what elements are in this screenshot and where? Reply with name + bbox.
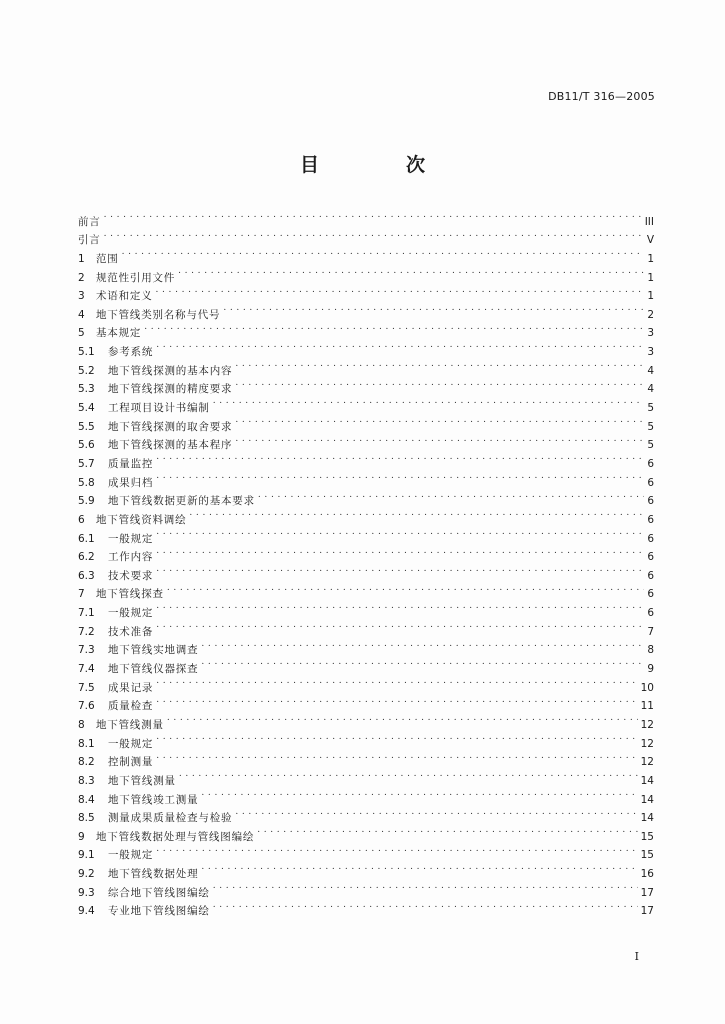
- toc-entry-number: 5.8: [78, 476, 95, 489]
- toc-entry-title: 专业地下管线图编绘: [108, 905, 210, 918]
- toc-entry-page: 8: [647, 644, 654, 657]
- toc-entry-title: 技术准备: [108, 625, 154, 638]
- toc-dot-leader: [156, 523, 644, 542]
- toc-entry-number: 7.4: [78, 663, 95, 676]
- toc-entry-page: 5: [647, 402, 654, 415]
- toc-entry-title: 质量监控: [108, 457, 154, 470]
- toc-dot-leader: [235, 430, 644, 449]
- toc-entry-number: 7.3: [78, 644, 95, 657]
- toc-dot-leader: [156, 542, 644, 561]
- table-of-contents: [78, 206, 654, 918]
- toc-entry: [78, 355, 654, 377]
- toc-entry-page: 6: [647, 532, 654, 545]
- toc-entry-title: 控制测量: [108, 756, 154, 769]
- toc-entry-page: 17: [640, 886, 654, 899]
- toc-dot-leader: [257, 821, 637, 840]
- toc-entry: [78, 486, 654, 508]
- toc-entry: [78, 635, 654, 657]
- toc-entry-title: 地下管线竣工测量: [108, 793, 199, 806]
- toc-entry-title: 成果归档: [108, 476, 154, 489]
- toc-entry-page: 12: [640, 756, 654, 769]
- toc-dot-leader: [235, 374, 644, 393]
- toc-entry: [78, 225, 654, 247]
- toc-dot-leader: [201, 653, 644, 672]
- toc-entry-title: 地下管线测量: [96, 718, 164, 731]
- toc-entry-title: 规范性引用文件: [96, 271, 176, 284]
- toc-entry-number: 3: [78, 290, 85, 303]
- toc-entry-number: 9.2: [78, 868, 95, 881]
- toc-dot-leader: [104, 206, 642, 225]
- toc-entry-title: 工程项目设计书编制: [108, 402, 210, 415]
- toc-entry: [78, 765, 654, 787]
- toc-entry-title: 引言: [78, 234, 101, 247]
- toc-entry: [78, 840, 654, 862]
- toc-entry-title: 一般规定: [108, 849, 154, 862]
- toc-dot-leader: [213, 392, 645, 411]
- toc-dot-leader: [156, 728, 637, 747]
- toc-dot-leader: [235, 355, 644, 374]
- toc-entry-number: 6: [78, 513, 85, 526]
- toc-dot-leader: [189, 504, 644, 523]
- toc-entry-page: 6: [647, 457, 654, 470]
- toc-entry-page: 14: [640, 812, 654, 825]
- toc-entry-number: 5.5: [78, 420, 95, 433]
- toc-entry-title: 地下管线资料调绘: [96, 513, 187, 526]
- toc-entry-number: 4: [78, 308, 85, 321]
- toc-entry-page: 11: [640, 700, 654, 713]
- toc-entry-page: 6: [647, 607, 654, 620]
- toc-entry: [78, 448, 654, 470]
- toc-entry-title: 综合地下管线图编绘: [108, 886, 210, 899]
- toc-entry-number: 5.9: [78, 495, 95, 508]
- toc-entry-number: 6.3: [78, 569, 95, 582]
- toc-dot-leader: [156, 467, 644, 486]
- toc-dot-leader: [201, 784, 637, 803]
- toc-entry-page: 1: [647, 252, 654, 265]
- toc-dot-leader: [235, 411, 644, 430]
- toc-entry-title: 工作内容: [108, 551, 154, 564]
- toc-entry-page: 15: [640, 830, 654, 843]
- toc-entry-number: 7.1: [78, 607, 95, 620]
- toc-entry-number: 5.6: [78, 439, 95, 452]
- toc-dot-leader: [156, 840, 637, 859]
- toc-entry-number: 5.3: [78, 383, 95, 396]
- toc-entry-number: 7: [78, 588, 85, 601]
- toc-dot-leader: [167, 709, 638, 728]
- toc-entry-page: III: [644, 215, 654, 228]
- toc-entry-page: 6: [647, 588, 654, 601]
- toc-entry: [78, 299, 654, 321]
- toc-entry-title: 地下管线类别名称与代号: [96, 308, 221, 321]
- toc-entry-number: 5.4: [78, 402, 95, 415]
- toc-entry-number: 8.5: [78, 812, 95, 825]
- toc-entry-title: 地下管线探测的取舍要求: [108, 420, 233, 433]
- toc-entry-page: 6: [647, 569, 654, 582]
- toc-entry: [78, 747, 654, 769]
- toc-entry-number: 8: [78, 718, 85, 731]
- toc-entry: [78, 672, 654, 694]
- toc-entry-title: 地下管线探测的基本内容: [108, 364, 233, 377]
- toc-dot-leader: [156, 336, 644, 355]
- toc-dot-leader: [156, 672, 637, 691]
- toc-entry-page: 14: [640, 774, 654, 787]
- toc-entry: [78, 206, 654, 228]
- standard-code: DB11/T 316—2005: [548, 90, 655, 103]
- toc-entry-number: 5.7: [78, 457, 95, 470]
- toc-entry: [78, 560, 654, 582]
- toc-entry-page: 9: [647, 663, 654, 676]
- toc-dot-leader: [258, 486, 644, 505]
- toc-entry-number: 5.1: [78, 346, 95, 359]
- toc-entry-title: 地下管线数据处理与管线图编绘: [96, 830, 255, 843]
- toc-entry-title: 地下管线探测的基本程序: [108, 439, 233, 452]
- toc-entry-page: V: [646, 234, 654, 247]
- toc-entry-title: 地下管线探测的精度要求: [108, 383, 233, 396]
- toc-entry: [78, 523, 654, 545]
- toc-entry-page: 6: [647, 495, 654, 508]
- toc-entry-number: 5: [78, 327, 85, 340]
- toc-dot-leader: [156, 597, 644, 616]
- toc-entry: [78, 243, 654, 265]
- toc-entry-page: 16: [640, 868, 654, 881]
- toc-entry-title: 质量检查: [108, 700, 154, 713]
- toc-entry: [78, 616, 654, 638]
- toc-entry-title: 基本规定: [96, 327, 142, 340]
- toc-entry-title: 地下管线数据更新的基本要求: [108, 495, 255, 508]
- toc-dot-leader: [144, 318, 644, 337]
- toc-entry: [78, 709, 654, 731]
- toc-entry-title: 一般规定: [108, 737, 154, 750]
- toc-entry-title: 技术要求: [108, 569, 154, 582]
- toc-entry: [78, 579, 654, 601]
- toc-entry-number: 9.4: [78, 905, 95, 918]
- toc-entry-title: 参考系统: [108, 346, 154, 359]
- toc-entry-title: 测量成果质量检查与检验: [108, 812, 233, 825]
- toc-dot-leader: [104, 225, 644, 244]
- toc-entry-title: 一般规定: [108, 532, 154, 545]
- page-title: 目 次: [299, 154, 459, 176]
- toc-entry-title: 地下管线实地调查: [108, 644, 199, 657]
- toc-entry-number: 8.3: [78, 774, 95, 787]
- toc-entry-number: 2: [78, 271, 85, 284]
- toc-entry-title: 地下管线数据处理: [108, 868, 199, 881]
- toc-entry-number: 9: [78, 830, 85, 843]
- toc-entry-title: 术语和定义: [96, 290, 153, 303]
- toc-entry-page: 3: [647, 346, 654, 359]
- toc-entry-title: 地下管线测量: [108, 774, 176, 787]
- toc-entry-title: 一般规定: [108, 607, 154, 620]
- toc-dot-leader: [156, 448, 644, 467]
- toc-entry-number: 6.2: [78, 551, 95, 564]
- toc-dot-leader: [156, 691, 637, 710]
- toc-entry-page: 5: [647, 420, 654, 433]
- toc-dot-leader: [213, 877, 638, 896]
- toc-entry-page: 1: [647, 290, 654, 303]
- toc-entry-number: 7.2: [78, 625, 95, 638]
- toc-dot-leader: [235, 803, 637, 822]
- toc-entry-title: 范围: [96, 252, 119, 265]
- toc-entry-page: 3: [647, 327, 654, 340]
- toc-entry: [78, 318, 654, 340]
- toc-entry: [78, 691, 654, 713]
- toc-entry-page: 15: [640, 849, 654, 862]
- toc-dot-leader: [156, 747, 637, 766]
- toc-entry-page: 1: [647, 271, 654, 284]
- toc-entry-page: 7: [647, 625, 654, 638]
- toc-entry: [78, 597, 654, 620]
- toc-dot-leader: [223, 299, 644, 318]
- page-number: I: [634, 950, 639, 963]
- toc-dot-leader: [179, 765, 638, 784]
- toc-entry-page: 5: [647, 439, 654, 452]
- toc-entry-page: 4: [647, 364, 654, 377]
- toc-entry-number: 5.2: [78, 364, 95, 377]
- toc-dot-leader: [178, 262, 644, 281]
- toc-dot-leader: [167, 579, 645, 598]
- toc-entry: [78, 542, 654, 564]
- toc-entry-number: 8.1: [78, 737, 95, 750]
- toc-entry-page: 10: [640, 681, 654, 694]
- toc-entry-number: 1: [78, 252, 85, 265]
- toc-entry-title: 地下管线探查: [96, 588, 164, 601]
- toc-entry-page: 6: [647, 476, 654, 489]
- toc-dot-leader: [122, 243, 645, 262]
- toc-entry-number: 9.3: [78, 886, 95, 899]
- toc-entry: [78, 858, 654, 881]
- toc-entry-page: 12: [640, 737, 654, 750]
- toc-entry-page: 6: [647, 513, 654, 526]
- toc-entry-page: 14: [640, 793, 654, 806]
- toc-entry: [78, 262, 654, 284]
- toc-entry: [78, 467, 654, 489]
- toc-entry-number: 7.5: [78, 681, 95, 694]
- toc-entry-title: 成果记录: [108, 681, 154, 694]
- toc-dot-leader: [201, 858, 637, 877]
- toc-entry-title: 前言: [78, 215, 101, 228]
- toc-entry: [78, 281, 654, 303]
- toc-entry-number: 8.4: [78, 793, 95, 806]
- toc-entry-number: 9.1: [78, 849, 95, 862]
- toc-entry-page: 4: [647, 383, 654, 396]
- toc-dot-leader: [213, 896, 638, 915]
- toc-dot-leader: [201, 635, 644, 654]
- toc-entry-page: 6: [647, 551, 654, 564]
- toc-dot-leader: [156, 281, 645, 300]
- toc-entry: [78, 728, 654, 750]
- toc-dot-leader: [156, 560, 644, 579]
- toc-entry: [78, 336, 654, 359]
- toc-entry-number: 7.6: [78, 700, 95, 713]
- toc-entry-page: 12: [640, 718, 654, 731]
- toc-entry-number: 8.2: [78, 756, 95, 769]
- toc-entry-number: 6.1: [78, 532, 95, 545]
- toc-entry-page: 17: [640, 905, 654, 918]
- toc-dot-leader: [156, 616, 644, 635]
- toc-entry-page: 2: [647, 308, 654, 321]
- toc-entry-title: 地下管线仪器探查: [108, 663, 199, 676]
